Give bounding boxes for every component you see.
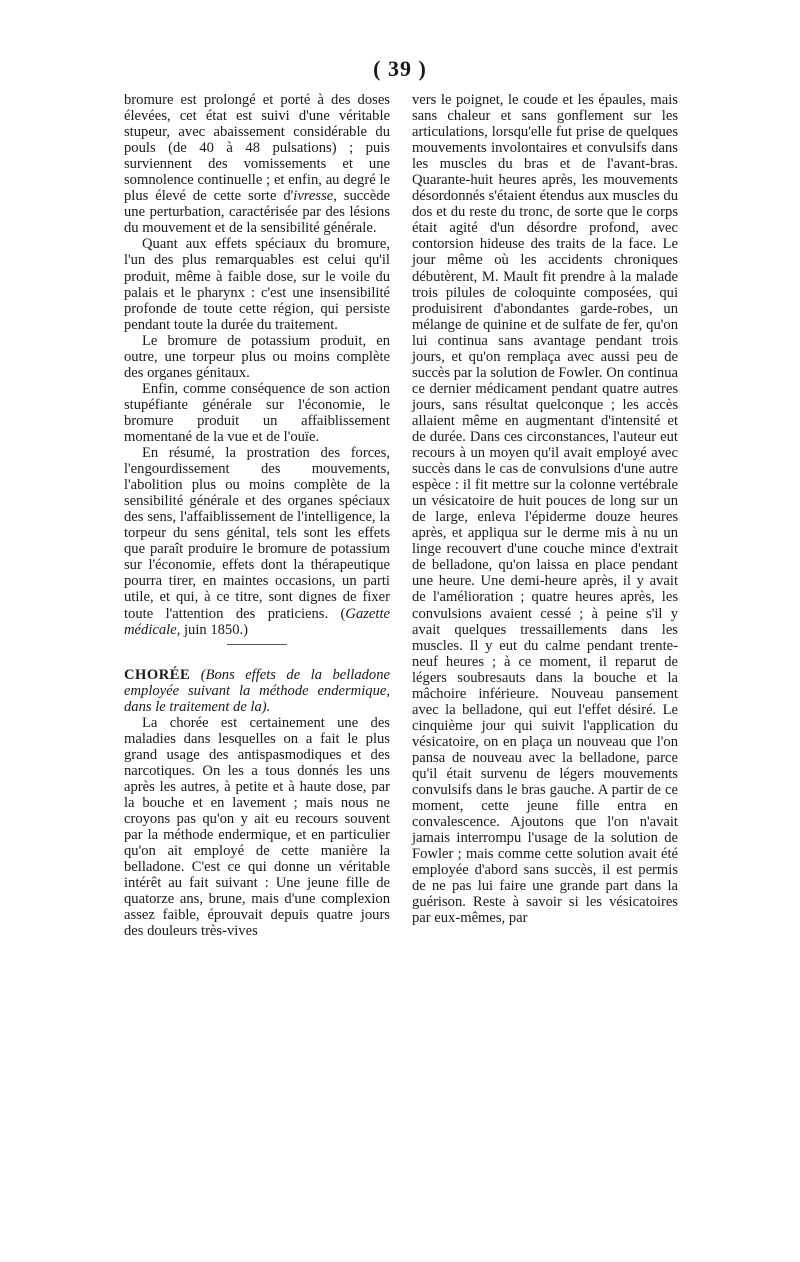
paragraph-text: bromure est prolongé et porté à des doses élevées, cet état est suivi d'une véritable stupeur, avec abaissement considérable du pouls (de 40 à 48 pulsations) ; puis surviennent des vomissements et une somnolence continuelle ; et enfin, au degré le plus élevé de cette sorte d' [124,92,390,205]
page-number: ( 39 ) [373,56,427,81]
heading-title: CHORÉE [124,666,191,683]
section-divider [227,644,287,645]
paragraph-choree: La chorée est certainement une des maladies dans lesquelles on a fait le plus grand usage des antispasmodiques et des narcotiques. On les a tous donnés les uns après les autres, à petite et à haute dose, par la bouche et en lavement ; mais nous ne croyons pas qu'on y ait eu recours souvent par la méthode endermique, et en particulier qu'on ait employé de cette manière la belladone. C'est ce qui donne un véritable intérêt au fait suivant : Une jeune fille de quatorze ans, brune, mais d'une complexion assez faible, éprouvait depuis quatre jours des douleurs très-vives [124,714,390,940]
paragraph-resume [124,445,390,638]
paragraph-text-end: , succède une perturbation, caractérisée par des lésions du mouvement et de la sensibilité générale. [124,188,390,237]
citation-source: Gazette médicale [124,605,390,638]
paragraph-text: En résumé, la prostration des forces, l'engourdissement des mouvements, l'abolition plus ou moins complète de la sensibilité générale et des organes spéciaux des sens, l'affaiblissement de l'intelligence, la torpeur du sens génital, tels sont les effets que paraît produire le bromure de potassium sur l'économie, effets dont la thérapeutique pourra tirer, en maintes occasions, un parti utile, et qui, à ce titre, sont dignes de fixer toute l'attention des praticiens. ( [124,445,390,622]
heading-subtitle: (Bons effets de la belladone employée suivant la méthode endermique, dans le traitement de la). [124,666,390,715]
citation-date: , juin 1850.) [176,621,249,638]
paragraph-effets-speciaux: Quant aux effets spéciaux du bromure, l'un des plus remarquables est celui qu'il produit, même à faible dose, sur le voile du palais et le pharynx : c'est une insensibilité profonde de toute cette région, qui persiste pendant toute la durée du traitement. [124,236,390,333]
paragraph-affaiblissement: Enfin, comme conséquence de son action stupéfiante générale sur l'économie, le bromure produit un affaiblissement momentané de la vue et de l'ouïe. [124,380,390,445]
section-heading-choree [124,667,390,715]
paragraph-torpeur: Le bromure de potassium produit, en outre, une torpeur plus ou moins complète des organes génitaux. [124,332,390,381]
italic-term: ivresse [293,188,334,205]
right-column [412,92,678,926]
paragraph-bromure-stupeur [124,92,390,236]
left-column [124,92,390,939]
paragraph-case-report: vers le poignet, le coude et les épaules, mais sans chaleur et sans gonflement sur les articulations, lorsqu'elle fut prise de quelques mouvements involontaires et convulsifs dans les muscles du bras et de l'avant-bras. Quarante-huit heures après, les mouvements désordonnés s'étaient étendus aux muscles du dos et du reste du tronc, de sorte que le corps était agité d'un désordre profond, avec contorsion hideuse des traits de la face. Le jour même où les accidents chroniques débutèrent, M. Mault fit prendre à la malade trois pilules de coloquinte composées, qui produisirent d'abondantes garde-robes, un mélange de quinine et de sulfate de fer, qu'on lui continua sans avantage pendant trois jours, et qu'on remplaça avec aussi peu de succès par la solution de Fowler. On continua ce dernier médicament pendant quatre autres jours, sans résultat quelconque ; les accès allaient même en augmentant d'intensité et de durée. Dans ces circonstances, l'auteur eut recours à un moyen qu'il avait employé avec succès dans le cas de convulsions d'une autre espèce : il fit mettre sur la colonne vertébrale un vésicatoire de huit pouces de long sur un de large, enleva l'épiderme douze heures après, et appliqua sur le derme mis à nu un linge recouvert d'une couche mince d'extrait de belladone, qu'on laissa en place pendant une heure. Une demi-heure après, il y avait de l'amélioration ; quatre heures après, les convulsions avaient cessé ; à peine s'il y avait quelques tressaillements dans les muscles. Il y eut du calme pendant trente-neuf heures ; à ce moment, il reparut de légers soubresauts dans la bouche et la mâchoire inférieure. Nouveau pansement avec la belladone, qui eut l'effet désiré. Le cinquième jour qui suivit l'application du vésicatoire, on en plaça un nouveau que l'on pansa de nouveau avec la belladone, parce qu'il était survenu de légers mouvements convulsifs dans le bras gauche. A partir de ce moment, cette jeune fille entra en convalescence. Ajoutons que l'on n'avait jamais interrompu l'usage de la solution de Fowler ; mais comme cette solution avait été employée d'abord sans succès, il est permis de ne pas lui faire une grande part dans la guérison. Reste à savoir si les vésicatoires par eux-mêmes, par [412,92,678,927]
